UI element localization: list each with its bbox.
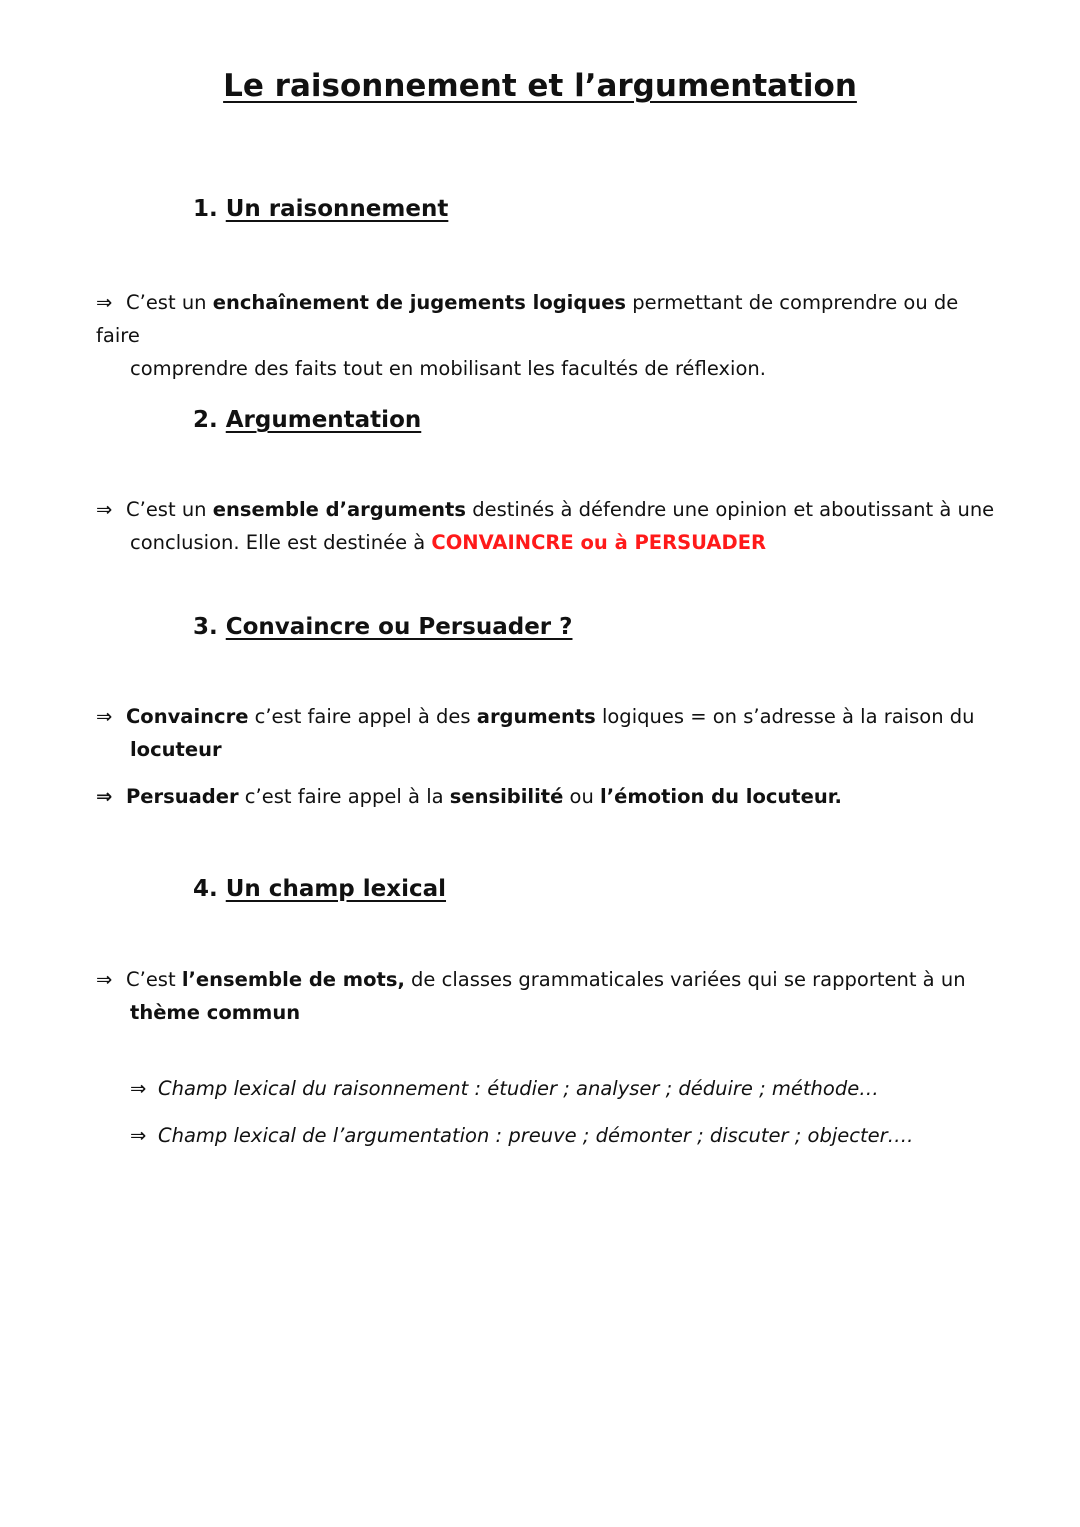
section-number: 4.: [193, 876, 218, 902]
bold-text: enchaînement de jugements logiques: [212, 291, 627, 314]
bold-text: ensemble d’arguments: [212, 498, 466, 521]
paragraph-definition-argumentation: [96, 493, 996, 559]
page-title: [0, 68, 1080, 104]
text-line: [96, 526, 996, 559]
text-span: ou: [563, 785, 601, 808]
text-span: conclusion. Elle est destinée à: [130, 531, 432, 554]
arrow-icon: ⇒: [130, 1077, 147, 1100]
paragraph-champ-lexical: [96, 963, 996, 1029]
bold-text: l’ensemble de mots,: [181, 968, 405, 991]
text-line: locuteur: [130, 738, 222, 761]
bold-text: l’émotion du locuteur.: [600, 785, 842, 808]
section-heading-2: [193, 407, 421, 433]
section-title: Un champ lexical: [225, 876, 447, 902]
arrow-icon: ⇒: [96, 498, 113, 521]
text-span: destinés à défendre une opinion et aboutissant à une: [466, 498, 995, 521]
paragraph-persuader: [96, 780, 996, 813]
section-heading-3: [193, 614, 572, 640]
bold-text: sensibilité: [449, 785, 564, 808]
text-span: Champ lexical du raisonnement : étudier ; analyser ; déduire ; méthode…: [158, 1077, 879, 1100]
bold-text: Convaincre: [126, 705, 249, 728]
section-title: Un raisonnement: [225, 196, 449, 222]
section-heading-1: [193, 196, 448, 222]
arrow-icon: ⇒: [96, 705, 113, 728]
bold-text: arguments: [476, 705, 596, 728]
text-span: de classes grammaticales variées qui se rapportent à un: [404, 968, 966, 991]
text-span: permettant de comprendre ou de faire: [96, 291, 959, 347]
example-raisonnement: [130, 1077, 879, 1100]
text-span: C’est un: [126, 291, 213, 314]
highlight-text: CONVAINCRE ou à PERSUADER: [431, 531, 767, 554]
bold-text: Persuader: [126, 785, 239, 808]
section-number: 2.: [193, 407, 218, 433]
text-span: C’est un: [126, 498, 213, 521]
text-span: C’est: [126, 968, 182, 991]
text-line: thème commun: [130, 1001, 301, 1024]
arrow-icon: ⇒: [96, 291, 113, 314]
section-title: Convaincre ou Persuader ?: [225, 614, 573, 640]
paragraph-definition-raisonnement: [96, 286, 996, 385]
text-line: comprendre des faits tout en mobilisant les facultés de réflexion.: [130, 357, 766, 380]
section-number: 1.: [193, 196, 218, 222]
arrow-icon: ⇒: [130, 1124, 147, 1147]
section-heading-4: [193, 876, 446, 902]
text-span: Champ lexical de l’argumentation : preuve ; démonter ; discuter ; objecter….: [158, 1124, 914, 1147]
example-argumentation: [130, 1124, 913, 1147]
arrow-icon: ⇒: [96, 785, 113, 808]
text-span: c’est faire appel à la: [238, 785, 450, 808]
paragraph-convaincre: [96, 700, 996, 766]
section-number: 3.: [193, 614, 218, 640]
section-title: Argumentation: [225, 407, 422, 433]
arrow-icon: ⇒: [96, 968, 113, 991]
text-span: logiques = on s’adresse à la raison du: [595, 705, 975, 728]
text-span: c’est faire appel à des: [248, 705, 477, 728]
page-title-text: Le raisonnement et l’argumentation: [223, 68, 857, 104]
